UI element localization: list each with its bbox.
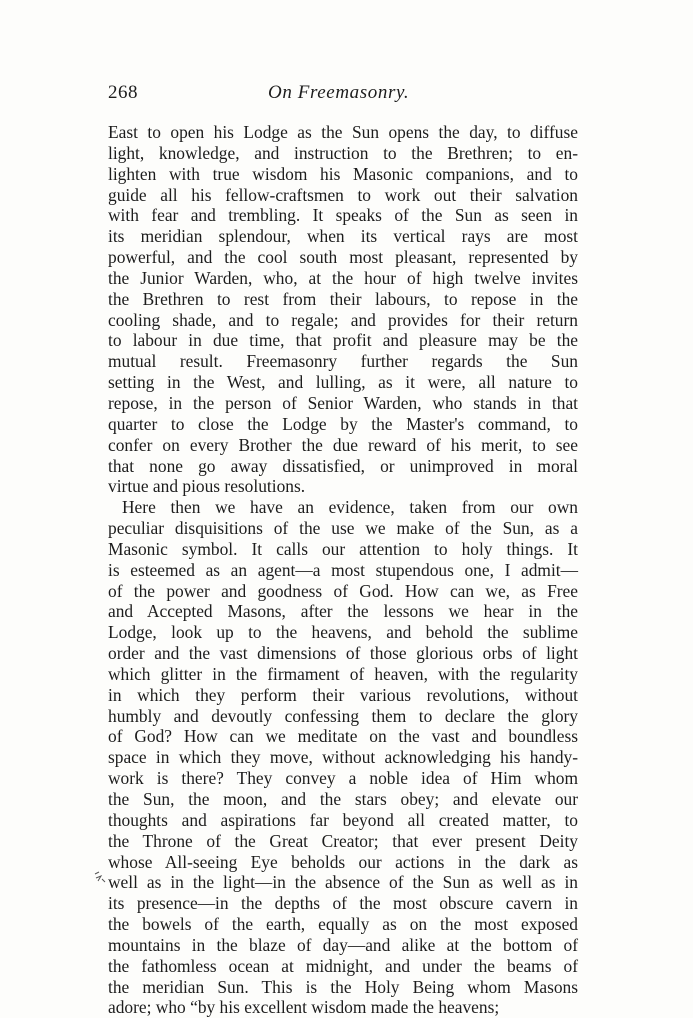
text-line: cooling shade, and to regale; and provides for their return bbox=[108, 309, 578, 330]
body-text bbox=[108, 122, 578, 1018]
text-line: quarter to close the Lodge by the Master's command, to bbox=[108, 413, 578, 434]
paragraph bbox=[108, 497, 578, 1018]
text-line: guide all his fellow-craftsmen to work out their salvation bbox=[108, 184, 578, 205]
page-number: 268 bbox=[108, 82, 138, 103]
marginal-ink-mark bbox=[93, 870, 107, 886]
text-line: is esteemed as an agent—a most stupendous one, I admit— bbox=[108, 559, 578, 580]
text-line: powerful, and the cool south most pleasant, represented by bbox=[108, 247, 578, 268]
text-line: well as in the light—in the absence of the Sun as well as in bbox=[108, 872, 578, 893]
text-line: light, knowledge, and instruction to the Brethren; to en- bbox=[108, 142, 578, 163]
text-line: with fear and trembling. It speaks of the Sun as seen in bbox=[108, 205, 578, 226]
text-line: in which they perform their various revolutions, without bbox=[108, 684, 578, 705]
text-line: the Throne of the Great Creator; that ever present Deity bbox=[108, 830, 578, 851]
text-line: that none go away dissatisfied, or unimproved in moral bbox=[108, 455, 578, 476]
text-line: of the power and goodness of God. How can we, as Free bbox=[108, 580, 578, 601]
text-line: the bowels of the earth, equally as on the most exposed bbox=[108, 914, 578, 935]
text-line: mountains in the blaze of day—and alike at the bottom of bbox=[108, 934, 578, 955]
text-line: Here then we have an evidence, taken from our own bbox=[122, 497, 578, 518]
text-line: space in which they move, without acknowledging his handy- bbox=[108, 747, 578, 768]
text-line: lighten with true wisdom his Masonic companions, and to bbox=[108, 163, 578, 184]
running-title: On Freemasonry. bbox=[268, 82, 410, 103]
text-line: and Accepted Masons, after the lessons we hear in the bbox=[108, 601, 578, 622]
text-line: its meridian splendour, when its vertical rays are most bbox=[108, 226, 578, 247]
text-line: peculiar disquisitions of the use we make of the Sun, as a bbox=[108, 518, 578, 539]
text-line: of God? How can we meditate on the vast and boundless bbox=[108, 726, 578, 747]
text-line: virtue and pious resolutions. bbox=[108, 476, 306, 497]
text-line: the meridian Sun. This is the Holy Being whom Masons bbox=[108, 976, 578, 997]
text-line: its presence—in the depths of the most obscure cavern in bbox=[108, 893, 578, 914]
text-line: mutual result. Freemasonry further regards the Sun bbox=[108, 351, 578, 372]
text-line: setting in the West, and lulling, as it were, all nature to bbox=[108, 372, 578, 393]
text-line: order and the vast dimensions of those glorious orbs of light bbox=[108, 643, 578, 664]
text-line: which glitter in the firmament of heaven, with the regularity bbox=[108, 663, 578, 684]
text-line: confer on every Brother the due reward of his merit, to see bbox=[108, 434, 578, 455]
text-line: the Sun, the moon, and the stars obey; and elevate our bbox=[108, 789, 578, 809]
text-line: humbly and devoutly confessing them to declare the glory bbox=[108, 705, 578, 726]
page-header bbox=[108, 82, 582, 110]
text-line: repose, in the person of Senior Warden, who stands in that bbox=[108, 392, 578, 413]
text-line: to labour in due time, that profit and pleasure may be the bbox=[108, 330, 578, 351]
text-line: East to open his Lodge as the Sun opens the day, to diffuse bbox=[108, 122, 578, 142]
text-line: work is there? They convey a noble idea of Him whom bbox=[108, 768, 578, 789]
text-line: Lodge, look up to the heavens, and behold the sublime bbox=[108, 622, 578, 643]
text-line: thoughts and aspirations far beyond all created matter, to bbox=[108, 809, 578, 830]
text-line: Masonic symbol. It calls our attention to holy things. It bbox=[108, 538, 578, 559]
text-line: the Brethren to rest from their labours, to repose in the bbox=[108, 288, 578, 309]
paragraph bbox=[108, 122, 578, 497]
text-line: adore; who “by his excellent wisdom made the heavens; bbox=[108, 997, 500, 1018]
text-line: the fathomless ocean at midnight, and under the beams of bbox=[108, 955, 578, 976]
text-line: whose All-seeing Eye beholds our actions in the dark as bbox=[108, 851, 578, 872]
text-line: the Junior Warden, who, at the hour of high twelve invites bbox=[108, 267, 578, 288]
